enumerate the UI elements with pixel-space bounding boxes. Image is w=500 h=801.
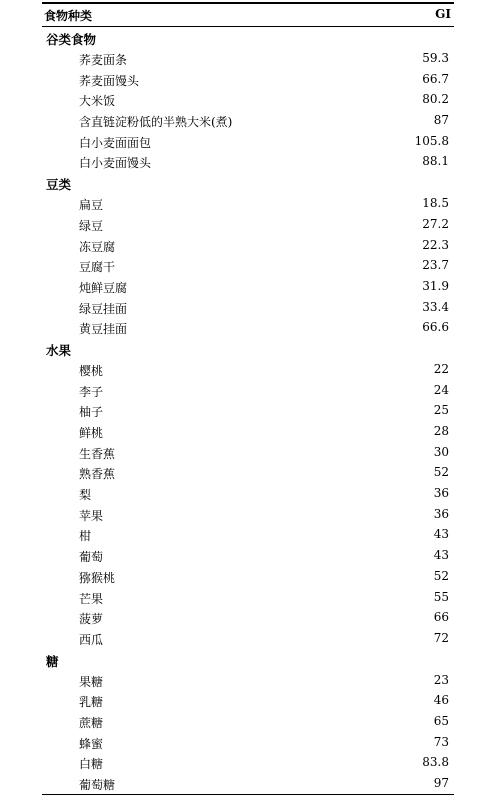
table-row [42,711,454,732]
table-row [42,545,454,566]
gi-value: 36 [433,506,449,521]
table-row [42,628,454,649]
table-row [42,89,454,110]
gi-value: 59.3 [422,51,449,65]
gi-value: 22 [433,361,449,376]
table-row [42,359,454,380]
gi-value: 55 [433,589,449,604]
group-row [42,172,454,193]
table-row [42,524,454,545]
table-row [42,483,454,504]
gi-value: 105.8 [414,133,449,148]
food-name: 白小麦面馒头 [79,156,152,171]
food-name: 绿豆 [79,218,104,233]
table-body [42,27,454,794]
gi-value: 46 [433,693,449,708]
group-name: 豆类 [46,177,72,193]
food-name: 白糖 [79,757,104,772]
food-name: 生香蕉 [79,446,116,461]
food-name: 白小麦面面包 [79,135,152,150]
table-row [42,773,454,794]
gi-value: 23.7 [422,258,449,273]
table-row [42,193,454,214]
food-name: 炖鲜豆腐 [79,280,128,295]
food-name: 果糖 [79,674,104,689]
table-row [42,670,454,691]
food-name: 柑 [79,529,92,544]
gi-value: 24 [433,382,449,397]
table-row [42,131,454,152]
food-name: 荞麦面条 [79,53,128,67]
gi-header: GI [435,7,451,21]
gi-value: 52 [433,465,449,480]
gi-value: 83.8 [422,755,449,770]
table-row [42,380,454,401]
table-row [42,462,454,483]
gi-value: 80.2 [422,92,449,107]
gi-value: 65 [433,713,449,728]
group-name: 糖 [46,653,59,669]
food-name: 猕猴桃 [79,570,116,585]
food-name: 黄豆挂面 [79,322,128,337]
table-row [42,690,454,711]
gi-value: 43 [433,527,449,542]
food-name: 荞麦面馒头 [79,73,140,88]
gi-value: 97 [433,776,449,790]
group-name: 水果 [46,342,72,358]
table-row [42,442,454,463]
gi-value: 28 [433,424,449,438]
table-row [42,607,454,628]
gi-value: 72 [433,630,449,645]
table-row [42,48,454,69]
table-row [42,587,454,608]
food-name: 冻豆腐 [79,239,116,254]
table-row [42,421,454,442]
gi-value: 22.3 [422,237,449,252]
gi-value: 73 [433,734,449,749]
table-row [42,110,454,131]
table-row [42,400,454,421]
table-header [42,2,454,26]
table-row [42,214,454,235]
gi-value: 52 [433,568,449,583]
food-name: 乳糖 [79,695,104,710]
food-name: 熟香蕉 [79,467,116,482]
table-row [42,151,454,172]
food-name: 樱桃 [79,363,104,378]
food-name: 蜂蜜 [79,736,104,751]
group-row [42,338,454,359]
food-name: 柚子 [79,405,104,420]
food-name: 西瓜 [79,632,104,647]
food-name: 豆腐干 [79,260,116,275]
food-name: 扁豆 [79,198,104,213]
food-name: 梨 [79,488,92,503]
gi-value: 25 [433,403,449,418]
bottom-rule [42,794,454,796]
gi-value: 27.2 [422,216,449,231]
gi-value: 23 [433,672,449,687]
table-row [42,566,454,587]
food-name: 鲜桃 [79,426,104,440]
gi-value: 30 [433,444,449,459]
table-row [42,276,454,297]
food-name: 含直链淀粉低的半熟大米(煮) [79,115,233,130]
gi-value: 33.4 [422,299,449,314]
table-row [42,732,454,753]
food-name: 大米饭 [79,94,116,109]
group-row [42,27,454,48]
table-row [42,255,454,276]
food-name: 李子 [79,384,104,399]
gi-value: 66.6 [422,320,449,335]
food-name: 葡萄糖 [79,778,116,792]
table-row [42,504,454,525]
gi-value: 88.1 [422,154,449,169]
gi-value: 66 [433,610,449,625]
gi-value: 31.9 [422,278,449,293]
food-name: 蔗糖 [79,715,104,730]
food-type-header: 食物种类 [44,9,93,23]
group-name: 谷类食物 [46,32,97,47]
gi-value: 43 [433,548,449,563]
food-name: 芒果 [79,591,104,606]
food-name: 苹果 [79,508,104,523]
gi-value: 66.7 [422,71,449,86]
gi-value: 36 [433,486,449,501]
table-row [42,752,454,773]
food-name: 绿豆挂面 [79,301,128,316]
table-row [42,235,454,256]
gi-value: 87 [433,113,449,128]
group-row [42,649,454,670]
food-name: 葡萄 [79,550,104,565]
table-row [42,317,454,338]
food-name: 菠萝 [79,612,104,627]
table-row [42,297,454,318]
table-row [42,69,454,90]
gi-value: 18.5 [422,196,449,211]
